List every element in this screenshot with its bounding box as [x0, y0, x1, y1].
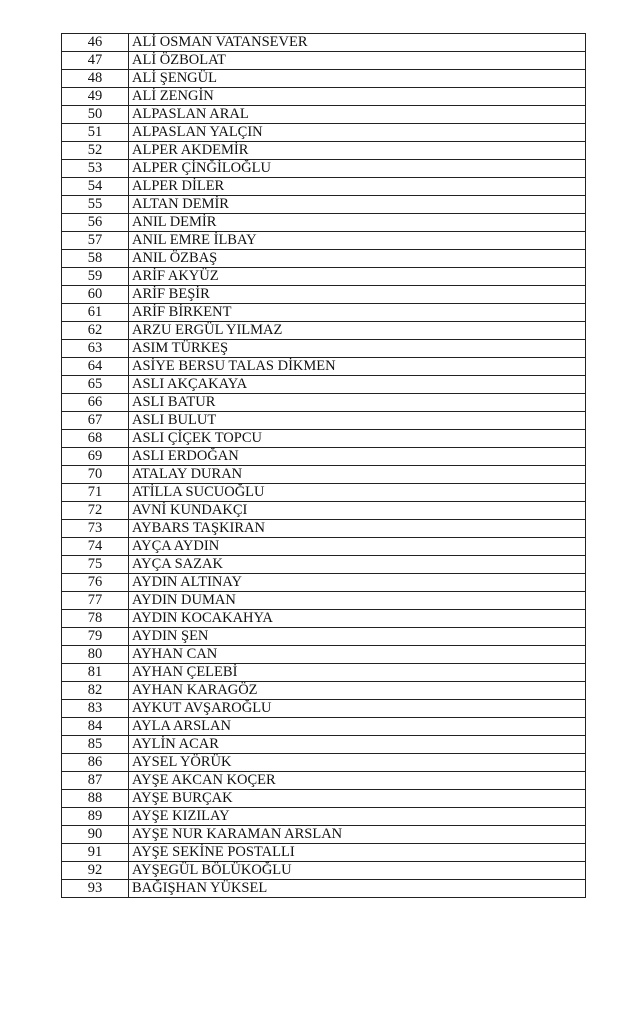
- table-row: [62, 520, 586, 538]
- table-row: [62, 286, 586, 304]
- row-number: 83: [62, 700, 129, 718]
- names-table: [61, 33, 586, 898]
- row-number: 57: [62, 232, 129, 250]
- table-row: [62, 214, 586, 232]
- row-number: 72: [62, 502, 129, 520]
- row-number: 92: [62, 862, 129, 880]
- row-number: 82: [62, 682, 129, 700]
- person-name: ASLI ERDOĞAN: [129, 448, 586, 466]
- person-name: ARİF BEŞİR: [129, 286, 586, 304]
- table-row: [62, 538, 586, 556]
- person-name: AYDIN ŞEN: [129, 628, 586, 646]
- row-number: 86: [62, 754, 129, 772]
- table-row: [62, 430, 586, 448]
- row-number: 73: [62, 520, 129, 538]
- person-name: ALPASLAN YALÇIN: [129, 124, 586, 142]
- row-number: 64: [62, 358, 129, 376]
- row-number: 71: [62, 484, 129, 502]
- table-row: [62, 52, 586, 70]
- table-row: [62, 862, 586, 880]
- person-name: ASİYE BERSU TALAS DİKMEN: [129, 358, 586, 376]
- row-number: 93: [62, 880, 129, 898]
- row-number: 67: [62, 412, 129, 430]
- table-row: [62, 466, 586, 484]
- person-name: ASLI ÇİÇEK TOPCU: [129, 430, 586, 448]
- row-number: 48: [62, 70, 129, 88]
- person-name: ALPER ÇİNĞİLOĞLU: [129, 160, 586, 178]
- row-number: 63: [62, 340, 129, 358]
- table-row: [62, 502, 586, 520]
- table-row: [62, 790, 586, 808]
- person-name: ALPER AKDEMİR: [129, 142, 586, 160]
- row-number: 85: [62, 736, 129, 754]
- row-number: 80: [62, 646, 129, 664]
- table-row: [62, 178, 586, 196]
- person-name: ANIL EMRE İLBAY: [129, 232, 586, 250]
- person-name: AVNİ KUNDAKÇI: [129, 502, 586, 520]
- table-row: [62, 160, 586, 178]
- table-row: [62, 754, 586, 772]
- table-row: [62, 142, 586, 160]
- person-name: AYSEL YÖRÜK: [129, 754, 586, 772]
- person-name: AYKUT AVŞAROĞLU: [129, 700, 586, 718]
- person-name: ALPER DİLER: [129, 178, 586, 196]
- table-row: [62, 268, 586, 286]
- person-name: AYHAN CAN: [129, 646, 586, 664]
- table-row: [62, 232, 586, 250]
- table-row: [62, 394, 586, 412]
- row-number: 88: [62, 790, 129, 808]
- row-number: 65: [62, 376, 129, 394]
- person-name: AYŞE SEKİNE POSTALLI: [129, 844, 586, 862]
- row-number: 81: [62, 664, 129, 682]
- person-name: AYŞEGÜL BÖLÜKOĞLU: [129, 862, 586, 880]
- row-number: 51: [62, 124, 129, 142]
- table-row: [62, 574, 586, 592]
- row-number: 84: [62, 718, 129, 736]
- person-name: ALİ ŞENGÜL: [129, 70, 586, 88]
- row-number: 49: [62, 88, 129, 106]
- person-name: ATALAY DURAN: [129, 466, 586, 484]
- table-row: [62, 340, 586, 358]
- table-row: [62, 592, 586, 610]
- person-name: AYLA ARSLAN: [129, 718, 586, 736]
- table-row: [62, 448, 586, 466]
- table-row: [62, 556, 586, 574]
- table-row: [62, 196, 586, 214]
- person-name: AYDIN ALTINAY: [129, 574, 586, 592]
- person-name: AYHAN ÇELEBİ: [129, 664, 586, 682]
- person-name: AYŞE AKCAN KOÇER: [129, 772, 586, 790]
- row-number: 56: [62, 214, 129, 232]
- row-number: 77: [62, 592, 129, 610]
- person-name: ASLI AKÇAKAYA: [129, 376, 586, 394]
- table-row: [62, 484, 586, 502]
- person-name: AYBARS TAŞKIRAN: [129, 520, 586, 538]
- row-number: 50: [62, 106, 129, 124]
- person-name: ASIM TÜRKEŞ: [129, 340, 586, 358]
- table-row: [62, 682, 586, 700]
- row-number: 87: [62, 772, 129, 790]
- row-number: 62: [62, 322, 129, 340]
- person-name: ALPASLAN ARAL: [129, 106, 586, 124]
- person-name: AYŞE KIZILAY: [129, 808, 586, 826]
- row-number: 46: [62, 34, 129, 52]
- row-number: 76: [62, 574, 129, 592]
- person-name: ARİF AKYÜZ: [129, 268, 586, 286]
- person-name: ANIL ÖZBAŞ: [129, 250, 586, 268]
- table-row: [62, 34, 586, 52]
- row-number: 47: [62, 52, 129, 70]
- table-row: [62, 880, 586, 898]
- person-name: AYHAN KARAGÖZ: [129, 682, 586, 700]
- table-row: [62, 628, 586, 646]
- person-name: ALİ ÖZBOLAT: [129, 52, 586, 70]
- person-name: AYŞE NUR KARAMAN ARSLAN: [129, 826, 586, 844]
- row-number: 78: [62, 610, 129, 628]
- row-number: 79: [62, 628, 129, 646]
- row-number: 66: [62, 394, 129, 412]
- row-number: 58: [62, 250, 129, 268]
- person-name: ALİ OSMAN VATANSEVER: [129, 34, 586, 52]
- table-row: [62, 772, 586, 790]
- table-row: [62, 304, 586, 322]
- person-name: ARZU ERGÜL YILMAZ: [129, 322, 586, 340]
- row-number: 91: [62, 844, 129, 862]
- table-row: [62, 664, 586, 682]
- person-name: ALİ ZENGİN: [129, 88, 586, 106]
- table-row: [62, 808, 586, 826]
- person-name: ALTAN DEMİR: [129, 196, 586, 214]
- person-name: BAĞIŞHAN YÜKSEL: [129, 880, 586, 898]
- row-number: 68: [62, 430, 129, 448]
- table-row: [62, 70, 586, 88]
- table-row: [62, 700, 586, 718]
- table-row: [62, 124, 586, 142]
- person-name: AYŞE BURÇAK: [129, 790, 586, 808]
- table-row: [62, 250, 586, 268]
- person-name: ASLI BULUT: [129, 412, 586, 430]
- row-number: 55: [62, 196, 129, 214]
- row-number: 89: [62, 808, 129, 826]
- table-row: [62, 412, 586, 430]
- table-row: [62, 322, 586, 340]
- row-number: 52: [62, 142, 129, 160]
- row-number: 70: [62, 466, 129, 484]
- row-number: 74: [62, 538, 129, 556]
- person-name: AYDIN DUMAN: [129, 592, 586, 610]
- person-name: ATİLLA SUCUOĞLU: [129, 484, 586, 502]
- person-name: AYÇA SAZAK: [129, 556, 586, 574]
- person-name: ASLI BATUR: [129, 394, 586, 412]
- table-row: [62, 646, 586, 664]
- row-number: 69: [62, 448, 129, 466]
- table-row: [62, 610, 586, 628]
- table-row: [62, 376, 586, 394]
- person-name: ANIL DEMİR: [129, 214, 586, 232]
- person-name: AYÇA AYDIN: [129, 538, 586, 556]
- row-number: 61: [62, 304, 129, 322]
- table-row: [62, 106, 586, 124]
- table-row: [62, 844, 586, 862]
- table-row: [62, 358, 586, 376]
- person-name: AYLİN ACAR: [129, 736, 586, 754]
- table-row: [62, 826, 586, 844]
- row-number: 90: [62, 826, 129, 844]
- table-row: [62, 88, 586, 106]
- table-row: [62, 736, 586, 754]
- row-number: 53: [62, 160, 129, 178]
- table-row: [62, 718, 586, 736]
- names-table-body: [62, 34, 586, 898]
- person-name: AYDIN KOCAKAHYA: [129, 610, 586, 628]
- row-number: 59: [62, 268, 129, 286]
- row-number: 75: [62, 556, 129, 574]
- row-number: 60: [62, 286, 129, 304]
- person-name: ARİF BİRKENT: [129, 304, 586, 322]
- row-number: 54: [62, 178, 129, 196]
